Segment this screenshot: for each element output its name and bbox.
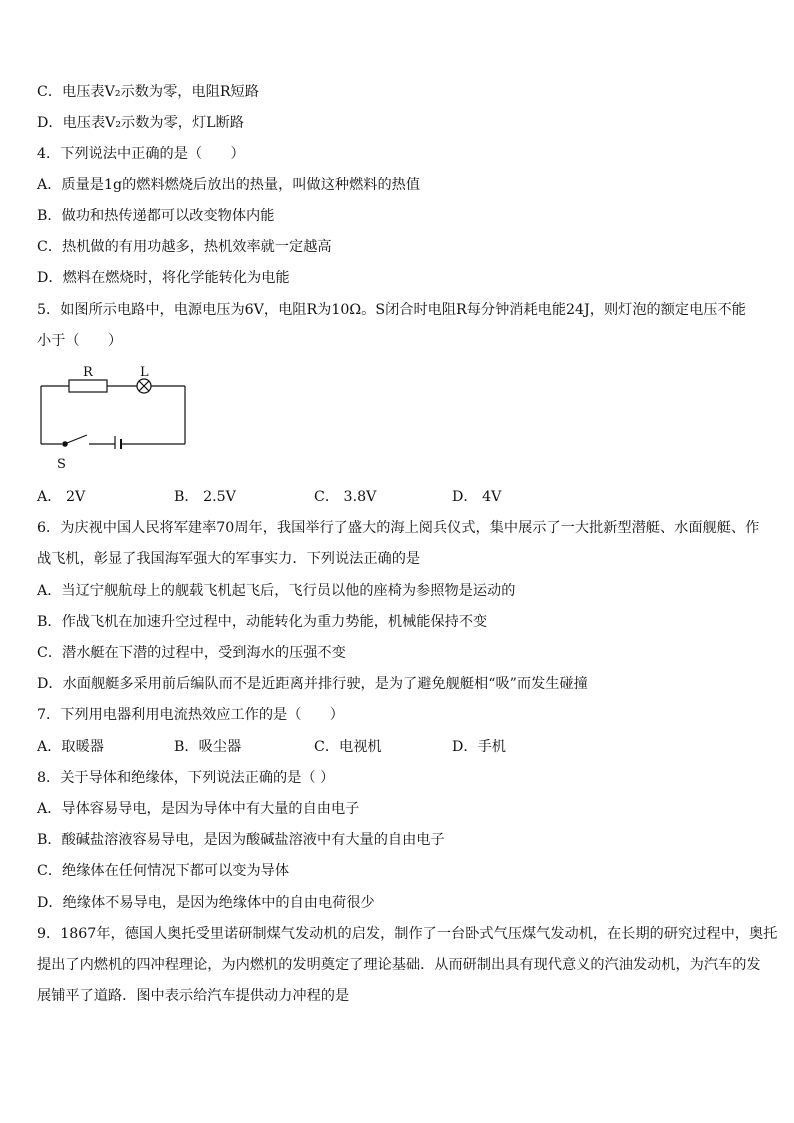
q9-stem-line1: 9．1867年，德国人奥托受里诺研制煤气发动机的启发，制作了一台卧式气压煤气发动机，在长期的研究过程中，奥托 [37, 926, 778, 942]
q4-option-a: A．质量是1g的燃料燃烧后放出的热量，叫做这种燃料的热值 [37, 177, 421, 193]
q8-stem: 8．关于导体和绝缘体，下列说法正确的是（ ） [37, 770, 335, 786]
q6-stem-line1: 6．为庆视中国人民将军建率70周年，我国举行了盛大的海上阅兵仪式，集中展示了一大批新型潜艇、水面舰艇、作 [37, 520, 760, 536]
q7-stem: 7．下列用电器利用电流热效应工作的是（ ） [37, 707, 344, 723]
q7-option-c: C．电视机 [314, 739, 382, 755]
q6-option-c: C．潜水艇在下潜的过程中，受到海水的压强不变 [37, 645, 346, 661]
q6-stem-line2: 战飞机，彰显了我国海军强大的军事实力．下列说法正确的是 [37, 551, 421, 567]
q6-option-b: B．作战飞机在加速升空过程中，动能转化为重力势能，机械能保持不变 [37, 614, 488, 630]
label-l: L [140, 365, 149, 380]
q4-stem: 4．下列说法中正确的是（ ） [37, 146, 245, 162]
q4-option-d: D．燃料在燃烧时，将化学能转化为电能 [37, 270, 290, 286]
q3-option-d: D．电压表V₂示数为零，灯L断路 [37, 115, 244, 131]
q7-option-d: D．手机 [452, 739, 506, 755]
q5-option-a: A． 2V [37, 489, 86, 505]
q8-option-a: A．导体容易导电，是因为导体中有大量的自由电子 [37, 801, 360, 817]
q8-option-b: B．酸碱盐溶液容易导电，是因为酸碱盐溶液中有大量的自由电子 [37, 832, 445, 848]
q9-stem-line2: 提出了内燃机的四冲程理论，为内燃机的发明奠定了理论基础．从而研制出具有现代意义的汽油发动机，为汽车的发 [37, 957, 761, 973]
switch-contact-icon [63, 442, 67, 446]
q5-option-b: B． 2.5V [174, 489, 236, 505]
circuit-diagram [37, 363, 197, 449]
q5-option-d: D． 4V [452, 489, 502, 505]
q7-option-a: A．取暖器 [37, 739, 104, 755]
q8-option-c: C．绝缘体在任何情况下都可以变为导体 [37, 863, 290, 879]
q7-option-b: B．吸尘器 [174, 739, 242, 755]
label-r: R [83, 365, 93, 380]
switch-lever [67, 435, 87, 443]
q5-stem-line1: 5．如图所示电路中，电源电压为6V，电阻R为10Ω。S闭合时电阻R每分钟消耗电能24J，则灯泡的额定电压不能 [37, 302, 746, 318]
q4-option-c: C．热机做的有用功越多，热机效率就一定越高 [37, 239, 332, 255]
q6-option-d: D．水面舰艇多采用前后编队而不是近距离并排行驶，是为了避免舰艇相“吸”而发生碰撞 [37, 676, 588, 692]
q8-option-d: D．绝缘体不易导电，是因为绝缘体中的自由电荷很少 [37, 895, 375, 911]
q3-option-c: C．电压表V₂示数为零，电阻R短路 [37, 84, 259, 100]
q5-stem-line2: 小于（ ） [37, 333, 123, 349]
label-s: S [57, 457, 66, 472]
q6-option-a: A．当辽宁舰航母上的舰载飞机起飞后，飞行员以他的座椅为参照物是运动的 [37, 583, 516, 599]
q5-option-c: C． 3.8V [314, 489, 377, 505]
q4-option-b: B．做功和热传递都可以改变物体内能 [37, 208, 275, 224]
resistor-symbol [69, 380, 107, 392]
q9-stem-line3: 展铺平了道路．图中表示给汽车提供动力冲程的是 [37, 988, 350, 1004]
